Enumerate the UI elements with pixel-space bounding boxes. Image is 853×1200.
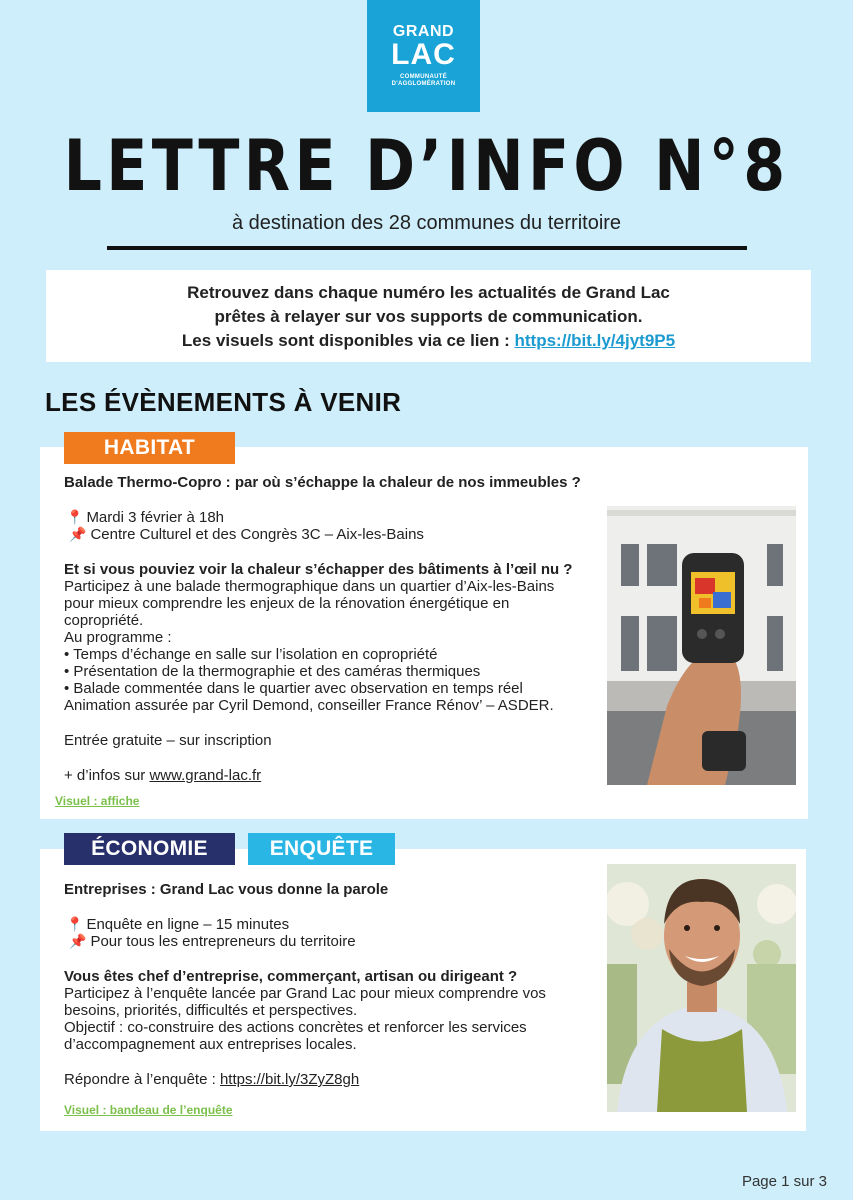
intro-line3-prefix: Les visuels sont disponibles via ce lien : <box>181 331 515 350</box>
tag-enquete: ENQUÊTE <box>248 833 395 865</box>
event2-desc2: besoins, priorités, difficultés et perspectives. <box>64 1002 358 1019</box>
event1-desc3: copropriété. <box>64 612 144 629</box>
entrepreneur-illustration <box>607 864 796 1112</box>
event1-place: Centre Culturel et des Congrès 3C – Aix-les-Bains <box>90 526 424 543</box>
logo-line3: COMMUNAUTÉ <box>400 74 447 80</box>
event1-date: Mardi 3 février à 18h <box>86 509 225 526</box>
event1-visual-link[interactable]: Visuel : affiche <box>55 794 140 808</box>
grand-lac-logo <box>367 0 480 112</box>
event2-desc3: Objectif : co-construire des actions concrètes et renforcer les services <box>64 1019 527 1036</box>
grand-lac-website-link[interactable]: www.grand-lac.fr <box>149 767 262 784</box>
event1-entry: Entrée gratuite – sur inscription <box>64 732 272 749</box>
event2-line1: Enquête en ligne – 15 minutes <box>86 916 290 933</box>
page-title: LETTRE D’INFO N°8 <box>63 125 790 207</box>
event2-reply-row <box>64 1071 359 1088</box>
event1-more-row <box>64 767 261 784</box>
event1-animation: Animation assurée par Cyril Demond, conseiller France Rénov’ – ASDER. <box>64 697 554 714</box>
event2-desc1: Participez à l’enquête lancée par Grand Lac pour mieux comprendre vos <box>64 985 546 1002</box>
event1-item: • Temps d’échange en salle sur l’isolation en copropriété <box>64 646 438 663</box>
page-subtitle: à destination des 28 communes du territoire <box>231 212 622 234</box>
intro-box <box>46 270 811 362</box>
event1-question: Et si vous pouviez voir la chaleur s’échapper des bâtiments à l’œil nu ? <box>64 561 573 578</box>
event1-desc1: Participez à une balade thermographique dans un quartier d’Aix-les-Bains <box>64 578 555 595</box>
location-pin-icon: 📍 <box>66 509 84 525</box>
intro-line1: Retrouvez dans chaque numéro les actualités de Grand Lac <box>187 283 670 302</box>
thermal-camera-photo <box>607 506 796 785</box>
section-title: LES ÉVÈNEMENTS À VENIR <box>45 387 402 417</box>
logo-line4: D'AGGLOMÉRATION <box>391 81 456 87</box>
event2-desc4: d’accompagnement aux entreprises locales. <box>64 1036 357 1053</box>
intro-line2: prêtes à relayer sur vos supports de communication. <box>214 307 643 326</box>
event2-line2: Pour tous les entrepreneurs du territoire <box>90 933 356 950</box>
event2-line1-row <box>66 916 289 933</box>
entrepreneur-photo <box>607 864 796 1112</box>
event1-item: • Présentation de la thermographie et des caméras thermiques <box>64 663 481 680</box>
event2-visual-link[interactable]: Visuel : bandeau de l’enquête <box>64 1103 233 1117</box>
tag-habitat: HABITAT <box>64 432 235 464</box>
pushpin-icon: 📌 <box>69 933 87 949</box>
survey-link[interactable]: https://bit.ly/3ZyZ8gh <box>219 1071 360 1088</box>
logo-line1: GRAND <box>392 23 455 40</box>
visuals-link[interactable]: https://bit.ly/4jyt9P5 <box>514 331 676 350</box>
event1-date-row <box>66 509 224 526</box>
event2-reply-prefix: Répondre à l’enquête : <box>64 1071 220 1088</box>
pushpin-icon: 📌 <box>69 526 87 542</box>
event1-desc2: pour mieux comprendre les enjeux de la rénovation énergétique en <box>64 595 510 612</box>
event1-item: • Balade commentée dans le quartier avec observation en temps réel <box>64 680 523 697</box>
event1-programme: Au programme : <box>64 629 172 646</box>
intro-line3 <box>46 329 811 353</box>
event1-place-row <box>69 526 424 543</box>
event2-title: Entreprises : Grand Lac vous donne la parole <box>64 881 389 898</box>
event1-more-prefix: + d’infos sur <box>64 767 150 784</box>
page-number: Page 1 sur 3 <box>741 1173 827 1190</box>
thermal-camera-illustration <box>607 506 796 785</box>
event1-title: Balade Thermo-Copro : par où s’échappe la chaleur de nos immeubles ? <box>64 474 581 491</box>
event2-question: Vous êtes chef d’entreprise, commerçant, artisan ou dirigeant ? <box>64 968 518 985</box>
logo-line2: LAC <box>391 38 456 71</box>
location-pin-icon: 📍 <box>66 916 84 932</box>
event2-line2-row <box>69 933 356 950</box>
tag-economie: ÉCONOMIE <box>64 833 235 865</box>
title-divider <box>107 246 747 250</box>
